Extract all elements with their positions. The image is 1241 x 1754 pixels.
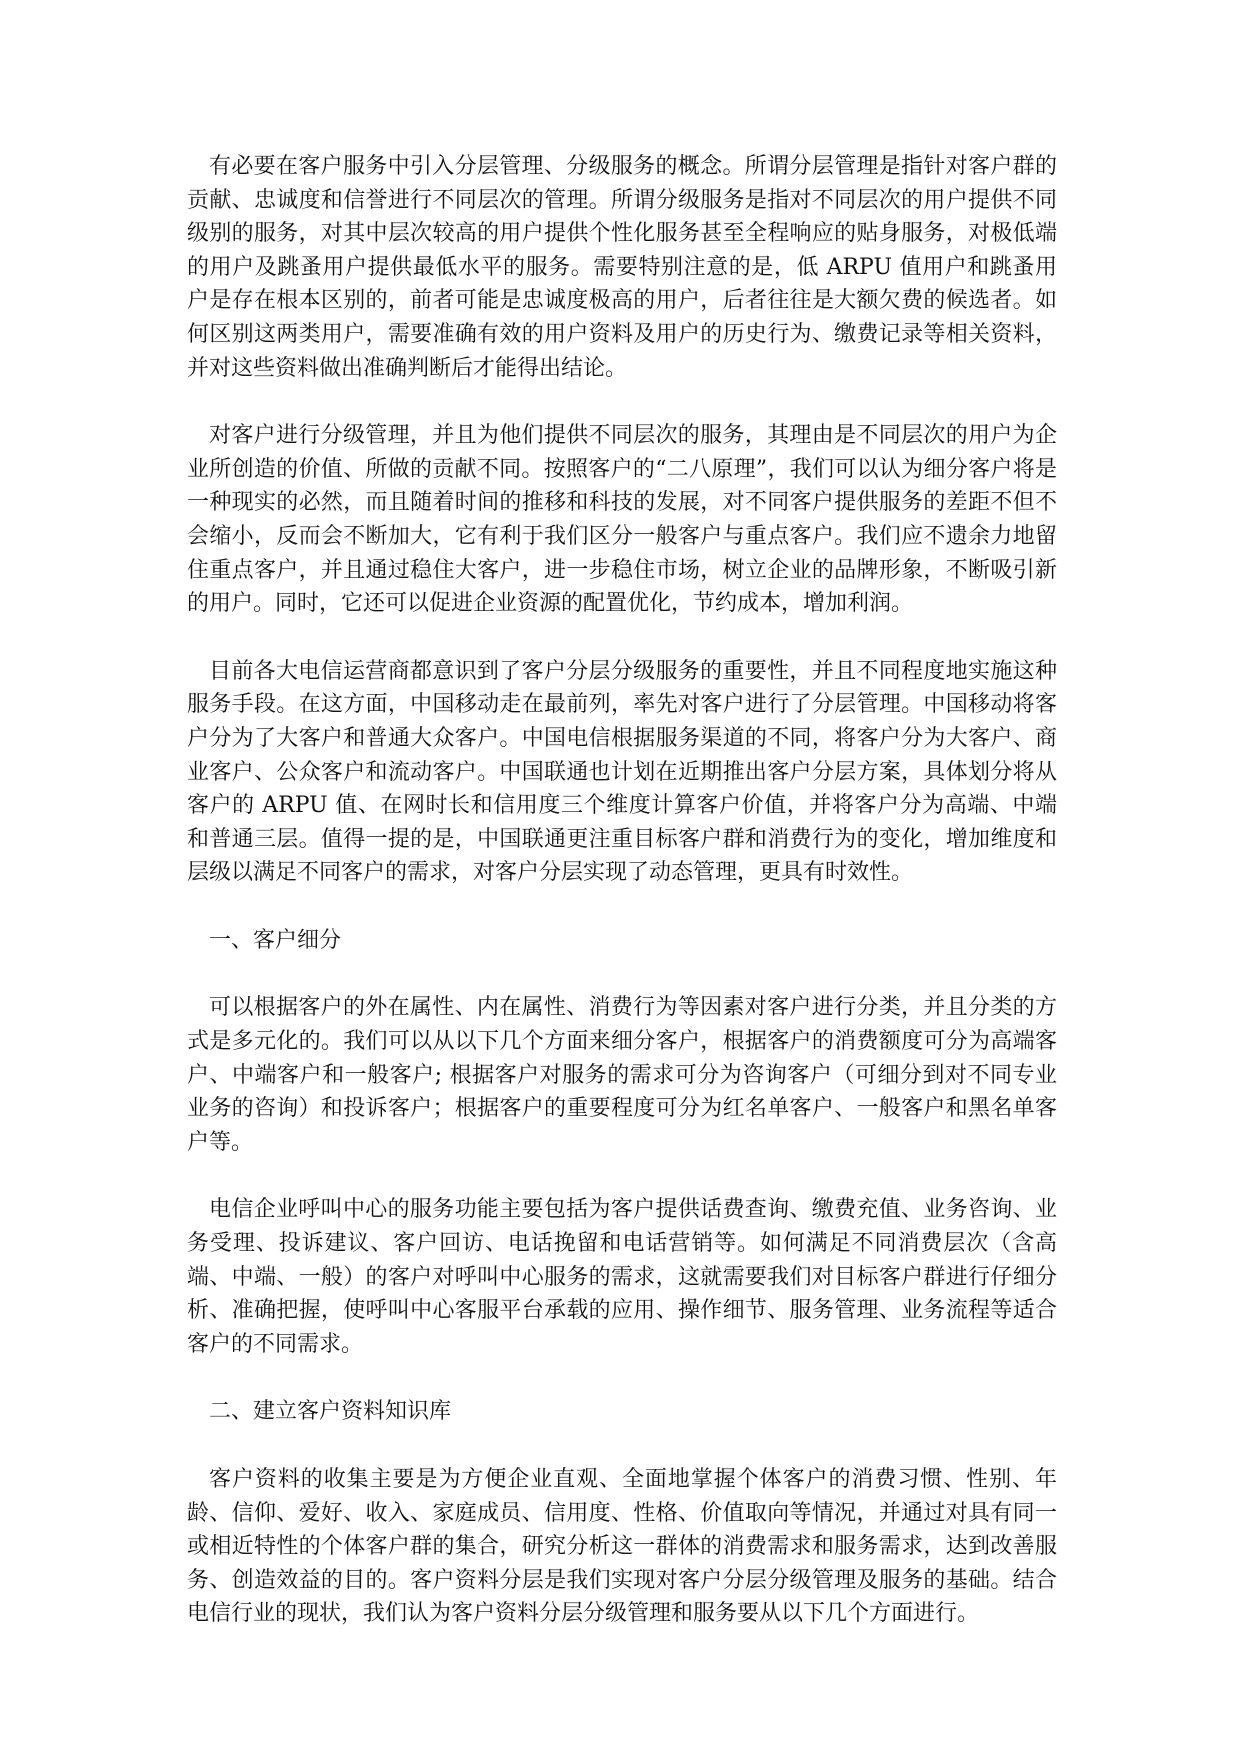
paragraph-customer-data-collection: 客户资料的收集主要是为方便企业直观、全面地掌握个体客户的消费习惯、性别、年龄、信仰、爱好、收入、家庭成员、信用度、性格、价值取向等情况，并通过对具有同一或相近特性的个体客户群的集合，研究分析这一群体的消费需求和服务需求，达到改善服务、创造效益的目的。客户资料分层是我们实现对客户分层分级管理及服务的基础。结合电信行业的现状，我们认为客户资料分层分级管理和服务要从以下几个方面进行。 <box>187 1467 1057 1627</box>
paragraph-operators-practice: 目前各大电信运营商都意识到了客户分层分级服务的重要性，并且不同程度地实施这种服务手段。在这方面，中国移动走在最前列，率先对客户进行了分层管理。中国移动将客户分为了大客户和普通大众客户。中国电信根据服务渠道的不同，将客户分为大客户、商业客户、公众客户和流动客户。中国联通也计划在近期推出客户分层方案，具体划分将从客户的 ARPU 值、在网时长和信用度三个维度计算客户价值，并将客户分为高端、中端和普通三层。值得一提的是，中国联通更注重目标客户群和消费行为的变化，增加维度和层级以满足不同客户的需求，对客户分层实现了动态管理，更具有时效性。 <box>187 658 1057 886</box>
section-heading-customer-knowledge-base: 二、建立客户资料知识库 <box>209 1399 452 1425</box>
paragraph-graded-management-reason: 对客户进行分级管理，并且为他们提供不同层次的服务，其理由是不同层次的用户为企业所创造的价值、所做的贡献不同。按照客户的“二八原理”，我们可以认为细分客户将是一种现实的必然，而且随着时间的推移和科技的发展，对不同客户提供服务的差距不但不会缩小，反而会不断加大，它有利于我们区分一般客户与重点客户。我们应不遗余力地留住重点客户，并且通过稳住大客户，进一步稳住市场，树立企业的品牌形象，不断吸引新的用户。同时，它还可以促进企业资源的配置优化，节约成本，增加利润。 <box>187 423 1057 617</box>
section-heading-customer-segmentation: 一、客户细分 <box>209 927 342 953</box>
paragraph-call-center-functions: 电信企业呼叫中心的服务功能主要包括为客户提供话费查询、缴费充值、业务咨询、业务受理、投诉建议、客户回访、电话挽留和电话营销等。如何满足不同消费层次（含高端、中端、一般）的客户对呼叫中心服务的需求，这就需要我们对目标客户群进行仔细分析、准确把握，使呼叫中心客服平台承载的应用、操作细节、服务管理、业务流程等适合客户的不同需求。 <box>187 1197 1057 1357</box>
document-body <box>187 150 1057 1631</box>
paragraph-segmentation-methods: 可以根据客户的外在属性、内在属性、消费行为等因素对客户进行分类，并且分类的方式是多元化的。我们可以从以下几个方面来细分客户，根据客户的消费额度可分为高端客户、中端客户和一般客户; 根据客户对服务的需求可分为咨询客户（可细分到对不同专业业务的咨询）和投诉客户；根据客户的重要程度可分为红名单客户、一般客户和黑名单客户等。 <box>187 995 1057 1155</box>
paragraph-tiered-management: 有必要在客户服务中引入分层管理、分级服务的概念。所谓分层管理是指针对客户群的贡献、忠诚度和信誉进行不同层次的管理。所谓分级服务是指对不同层次的用户提供不同级别的服务，对其中层次较高的用户提供个性化服务甚至全程响应的贴身服务，对极低端的用户及跳蚤用户提供最低水平的服务。需要特别注意的是，低 ARPU 值用户和跳蚤用户是存在根本区别的，前者可能是忠诚度极高的用户，后者往往是大额欠费的候选者。如何区别这两类用户，需要准确有效的用户资料及用户的历史行为、缴费记录等相关资料，并对这些资料做出准确判断后才能得出结论。 <box>187 154 1057 381</box>
